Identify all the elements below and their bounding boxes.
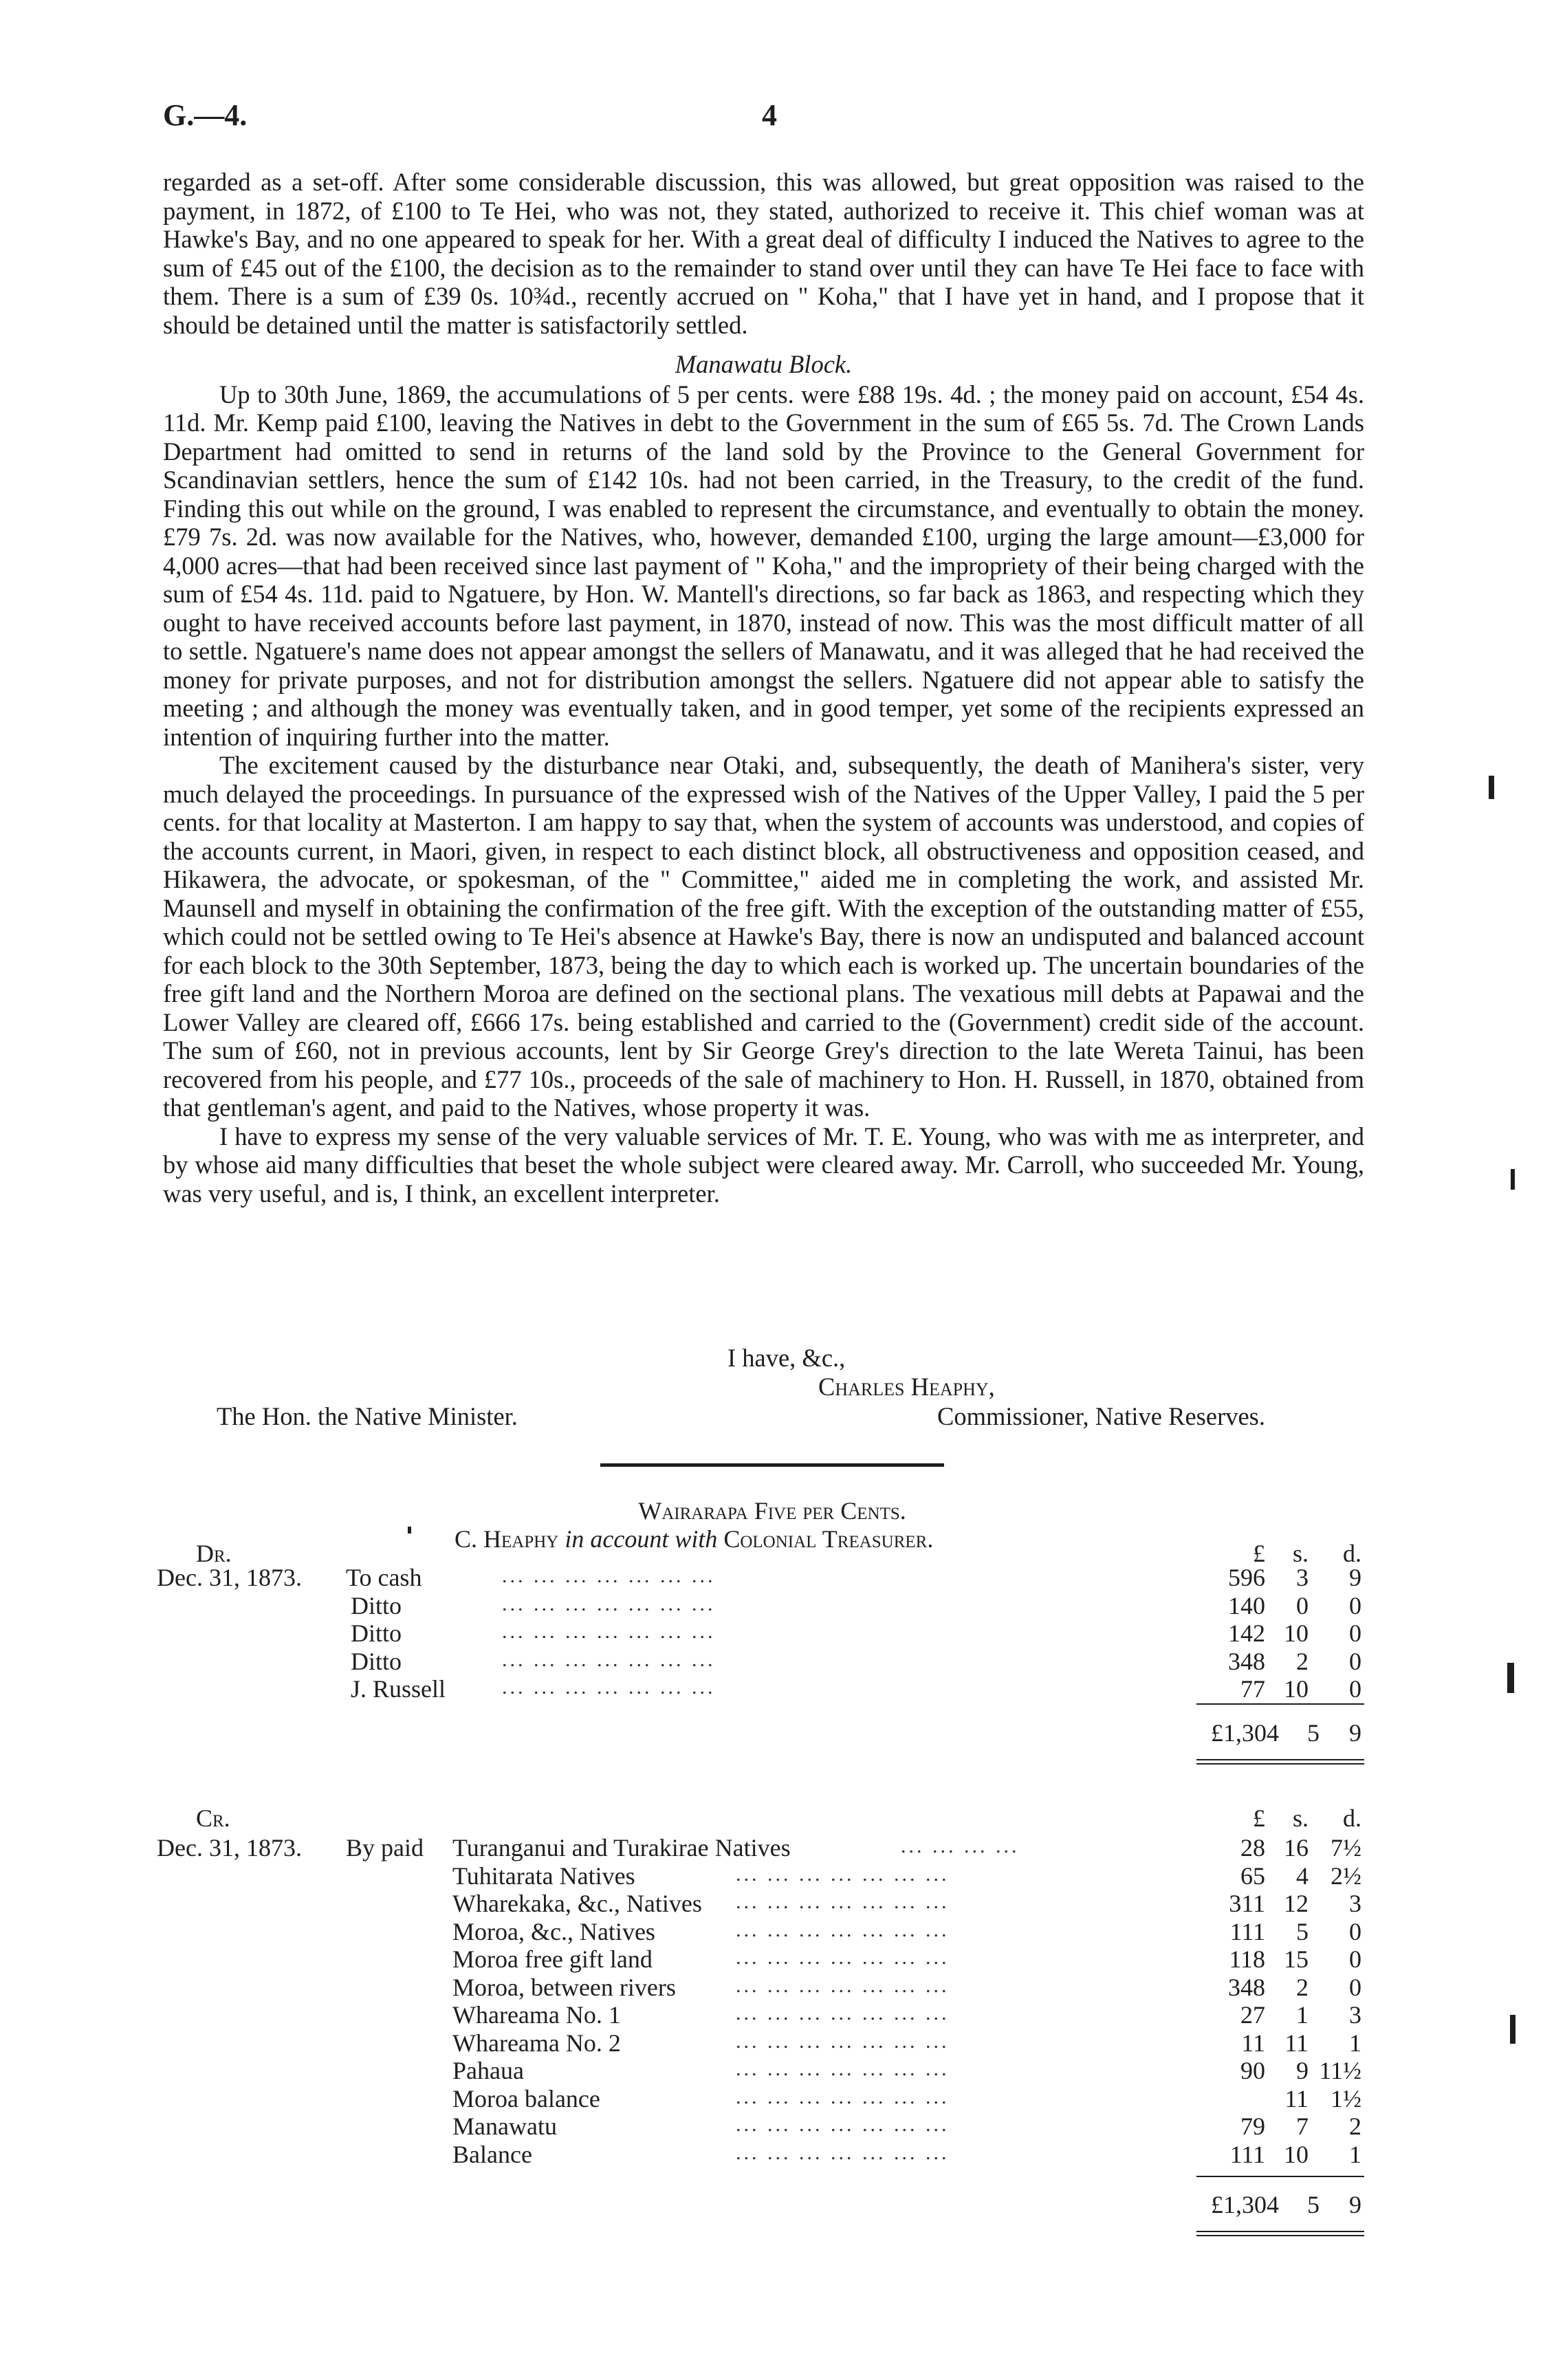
entry-shillings: 10 — [1284, 1675, 1309, 1703]
entry-description: Whareama No. 1 — [452, 2001, 621, 2029]
signatory-title: Commissioner, Native Reserves. — [937, 1402, 1266, 1430]
subtitle-connector: in account with — [565, 1525, 718, 1553]
print-mark — [408, 1527, 411, 1533]
margin-mark — [1489, 776, 1494, 799]
leader-dots: ... ... ... ... ... ... ... — [736, 2029, 950, 2053]
debit-total-rule — [1196, 1759, 1364, 1760]
entry-pounds: 28 — [1240, 1834, 1265, 1862]
entry-pounds: 118 — [1229, 1945, 1265, 1973]
entry-pounds: 77 — [1240, 1675, 1265, 1703]
pounds-column-header: £ — [1253, 1540, 1265, 1567]
account-subtitle — [455, 1525, 933, 1553]
continued-paragraph: regarded as a set-off. After some considerable discussion, this was allowed, but great opposition was raised to the payment, in 1872, of £100 to Te Hei, who was not, they stated, authorized to receive it. This chief woman was at Hawke's Bay, and no one appeared to speak for her. With a great deal of difficulty I induced the Natives to agree to the sum of £45 out of the £100, the decision as to the remainder to stand over until they can have Te Hei face to face with them. There is a sum of £39 0s. 10¾d., recently accrued on " Koha," that I have yet in hand, and I propose that it should be detained until the matter is satisfactorily settled. — [163, 168, 1364, 339]
credit-total-rule — [1196, 2231, 1364, 2232]
entry-pounds: 90 — [1240, 2057, 1265, 2084]
entry-pence: 7½ — [1331, 1834, 1361, 1862]
entry-description: Tuhitarata Natives — [452, 1862, 635, 1890]
entry-pounds: 596 — [1228, 1564, 1265, 1591]
margin-mark — [1511, 1169, 1515, 1190]
signature: Charles Heaphy, — [818, 1373, 995, 1401]
letter-body — [163, 168, 1364, 1208]
leader-dots: ... ... ... ... ... ... ... — [736, 1862, 950, 1886]
entry-description: Moroa, between rivers — [452, 1973, 676, 2001]
entry-pounds: 11 — [1241, 2029, 1265, 2057]
leader-dots: ... ... ... ... ... ... ... — [736, 1974, 950, 1997]
entry-pounds: 348 — [1228, 1647, 1265, 1675]
entry-shillings: 0 — [1296, 1591, 1309, 1619]
salutation: I have, &c., — [727, 1344, 846, 1372]
debit-label: Dr. — [196, 1540, 232, 1567]
credit-total-shillings: 5 — [1307, 2191, 1320, 2218]
entry-description: J. Russell — [351, 1675, 446, 1703]
entry-description: Wharekaka, &c., Natives — [452, 1890, 702, 1917]
entry-description: Turanganui and Turakirae Natives — [452, 1834, 791, 1862]
entry-pence: 1 — [1349, 2140, 1361, 2168]
addressee: The Hon. the Native Minister. — [217, 1402, 518, 1430]
debit-date: Dec. 31, 1873. — [157, 1564, 302, 1591]
leader-dots: ... ... ... ... ... ... ... — [502, 1620, 716, 1643]
shillings-column-header: s. — [1292, 1540, 1309, 1567]
entry-description: Ditto — [351, 1619, 402, 1647]
entry-pounds: 65 — [1240, 1862, 1265, 1890]
entry-shillings: 1 — [1296, 2001, 1309, 2029]
entry-description: Moroa balance — [452, 2084, 600, 2112]
shillings-column-header: s. — [1292, 1804, 1309, 1832]
account-party: Colonial Treasurer. — [723, 1525, 934, 1553]
entry-pence: 0 — [1349, 1619, 1361, 1647]
entry-pence: 0 — [1349, 1591, 1361, 1619]
credit-total-pounds: £1,304 — [1211, 2191, 1279, 2218]
entry-pence: 9 — [1349, 1564, 1361, 1591]
entry-shillings: 2 — [1296, 1647, 1309, 1675]
entry-pence: 0 — [1349, 1917, 1361, 1945]
entry-pence: 1½ — [1331, 2084, 1361, 2112]
entry-pounds: 142 — [1228, 1619, 1265, 1647]
entry-shillings: 5 — [1296, 1917, 1309, 1945]
credit-total-rule — [1196, 2235, 1364, 2236]
leader-dots: ... ... ... ... ... ... ... — [502, 1592, 716, 1615]
debit-total-rule — [1196, 1763, 1364, 1765]
separator-rule — [600, 1463, 944, 1467]
debit-total-pounds: £1,304 — [1211, 1719, 1279, 1747]
accountant-name: C. Heaphy — [455, 1525, 559, 1553]
account-title: Wairarapa Five per Cents. — [638, 1497, 906, 1525]
entry-pence: 11½ — [1319, 2057, 1361, 2084]
entry-shillings: 4 — [1296, 1862, 1309, 1890]
entry-pence: 0 — [1349, 1945, 1361, 1973]
credit-subtotal-rule — [1196, 2176, 1364, 2177]
margin-mark — [1510, 2015, 1515, 2044]
entry-shillings: 10 — [1284, 2140, 1309, 2168]
leader-dots: ... ... ... ... ... ... ... — [736, 2085, 950, 2108]
entry-shillings: 12 — [1284, 1890, 1309, 1917]
entry-description: Whareama No. 2 — [452, 2029, 621, 2057]
entry-pence: 0 — [1349, 1973, 1361, 2001]
entry-pounds: 111 — [1229, 2140, 1265, 2168]
entry-shillings: 16 — [1284, 1834, 1309, 1862]
paragraph: The excitement caused by the disturbance near Otaki, and, subsequently, the death of Manihera's sister, very much delayed the proceedings. In pursuance of the expressed wish of the Natives of the Upper Valley, I paid the 5 per cents. for that locality at Masterton. I am happy to say that, when the system of accounts was understood, and copies of the accounts current, in Maori, given, in respect to each distinct block, all obstructiveness and opposition ceased, and Hikawera, the advocate, or spokesman, of the " Committee," aided me in completing the work, and assisted Mr. Maunsell and myself in obtaining the confirmation of the free gift. With the exception of the outstanding matter of £55, which could not be settled owing to Te Hei's absence at Hawke's Bay, there is now an undisputed and balanced account for each block to the 30th September, 1873, being the day to which each is worked up. The uncertain boundaries of the free gift land and the Northern Moroa are defined on the sectional plans. The vexatious mill debts at Papawai and the Lower Valley are cleared off, £666 17s. being established and carried to the (Government) credit side of the account. The sum of £60, not in previous accounts, lent by Sir George Grey's direction to the late Wereta Tainui, has been recovered from his people, and £77 10s., proceeds of the sale of machinery to Hon. H. Russell, in 1870, obtained from that gentleman's agent, and paid to the Natives, whose property it was. — [163, 751, 1364, 1122]
credit-prefix: By paid — [346, 1834, 424, 1862]
debit-total-shillings: 5 — [1307, 1719, 1320, 1747]
entry-pence: 2½ — [1331, 1862, 1361, 1890]
margin-mark — [1507, 1663, 1514, 1693]
entry-pence: 3 — [1349, 1890, 1361, 1917]
leader-dots: ... ... ... ... ... ... ... — [736, 2113, 950, 2136]
entry-shillings: 11 — [1284, 2084, 1309, 2112]
leader-dots: ... ... ... ... ... ... ... — [502, 1676, 716, 1699]
page-number: 4 — [762, 98, 777, 132]
entry-description: Moroa, &c., Natives — [452, 1917, 655, 1945]
paragraph: I have to express my sense of the very valuable services of Mr. T. E. Young, who was with me as interpreter, and by whose aid many difficulties that beset the whole subject were cleared away. Mr. Carroll, who succeeded Mr. Young, was very useful, and is, I think, an excellent interpreter. — [163, 1122, 1364, 1208]
credit-date: Dec. 31, 1873. — [157, 1834, 302, 1862]
entry-shillings: 10 — [1284, 1619, 1309, 1647]
leader-dots: ... ... ... ... ... ... ... — [736, 2057, 950, 2080]
leader-dots: ... ... ... ... ... ... ... — [736, 1918, 950, 1941]
section-heading: Manawatu Block. — [675, 350, 853, 378]
entry-pence: 2 — [1349, 2112, 1361, 2140]
pence-column-header: d. — [1343, 1804, 1361, 1832]
leader-dots: ... ... ... ... — [901, 1835, 1020, 1857]
page-reference: G.—4. — [163, 98, 248, 132]
entry-pounds: 348 — [1228, 1973, 1265, 2001]
entry-description: Manawatu — [452, 2112, 557, 2140]
entry-pence: 0 — [1349, 1647, 1361, 1675]
pounds-column-header: £ — [1253, 1804, 1265, 1832]
debit-total-pence: 9 — [1349, 1719, 1361, 1747]
entry-description: Ditto — [351, 1647, 402, 1675]
paragraph: Up to 30th June, 1869, the accumulations of 5 per cents. were £88 19s. 4d. ; the money paid on account, £54 4s. 11d. Mr. Kemp paid £100, leaving the Natives in debt to the Government in the sum of £65 5s. 7d. The Crown Lands Department had omitted to send in returns of the land sold by the Province to the General Government for Scandinavian settlers, hence the sum of £142 10s. had not been carried, in the Treasury, to the credit of the fund. Finding this out while on the ground, I was enabled to represent the circumstance, and eventually to obtain the money. £79 7s. 2d. was now available for the Natives, who, however, demanded £100, urging the large amount—£3,000 for 4,000 acres—that had been received since last payment of " Koha," and the impropriety of their being charged with the sum of £54 4s. 11d. paid to Ngatuere, by Hon. W. Mantell's directions, so far back as 1863, and respecting which they ought to have received accounts before last payment, in 1870, instead of now. This was the most difficult matter of all to settle. Ngatuere's name does not appear amongst the sellers of Manawatu, and it was alleged that he had received the money for private purposes, and not for distribution amongst the sellers. Ngatuere did not appear able to satisfy the meeting ; and although the money was eventually taken, and in good temper, yet some of the recipients expressed an intention of inquiring further into the matter. — [163, 380, 1364, 751]
leader-dots: ... ... ... ... ... ... ... — [736, 1946, 950, 1969]
entry-shillings: 3 — [1296, 1564, 1309, 1591]
leader-dots: ... ... ... ... ... ... ... — [502, 1564, 716, 1587]
leader-dots: ... ... ... ... ... ... ... — [736, 2002, 950, 2024]
leader-dots: ... ... ... ... ... ... ... — [736, 2141, 950, 2164]
entry-description: Ditto — [351, 1591, 402, 1619]
entry-shillings: 2 — [1296, 1973, 1309, 2001]
credit-total-pence: 9 — [1349, 2191, 1361, 2218]
entry-description: Moroa free gift land — [452, 1945, 653, 1973]
entry-shillings: 11 — [1284, 2029, 1309, 2057]
entry-description: To cash — [346, 1564, 422, 1591]
entry-shillings: 9 — [1296, 2057, 1309, 2084]
entry-description: Balance — [452, 2140, 532, 2168]
credit-label: Cr. — [196, 1804, 230, 1832]
entry-shillings: 7 — [1296, 2112, 1309, 2140]
entry-pence: 1 — [1349, 2029, 1361, 2057]
leader-dots: ... ... ... ... ... ... ... — [736, 1890, 950, 1913]
entry-description: Pahaua — [452, 2057, 524, 2084]
pence-column-header: d. — [1343, 1540, 1361, 1567]
entry-pounds: 27 — [1240, 2001, 1265, 2029]
leader-dots: ... ... ... ... ... ... ... — [502, 1648, 716, 1671]
entry-pounds: 311 — [1229, 1890, 1265, 1917]
entry-pounds: 79 — [1240, 2112, 1265, 2140]
entry-pounds: 140 — [1228, 1591, 1265, 1619]
entry-pence: 3 — [1349, 2001, 1361, 2029]
entry-shillings: 15 — [1284, 1945, 1309, 1973]
entry-pence: 0 — [1349, 1675, 1361, 1703]
debit-subtotal-rule — [1196, 1703, 1364, 1705]
entry-pounds: 111 — [1229, 1917, 1265, 1945]
